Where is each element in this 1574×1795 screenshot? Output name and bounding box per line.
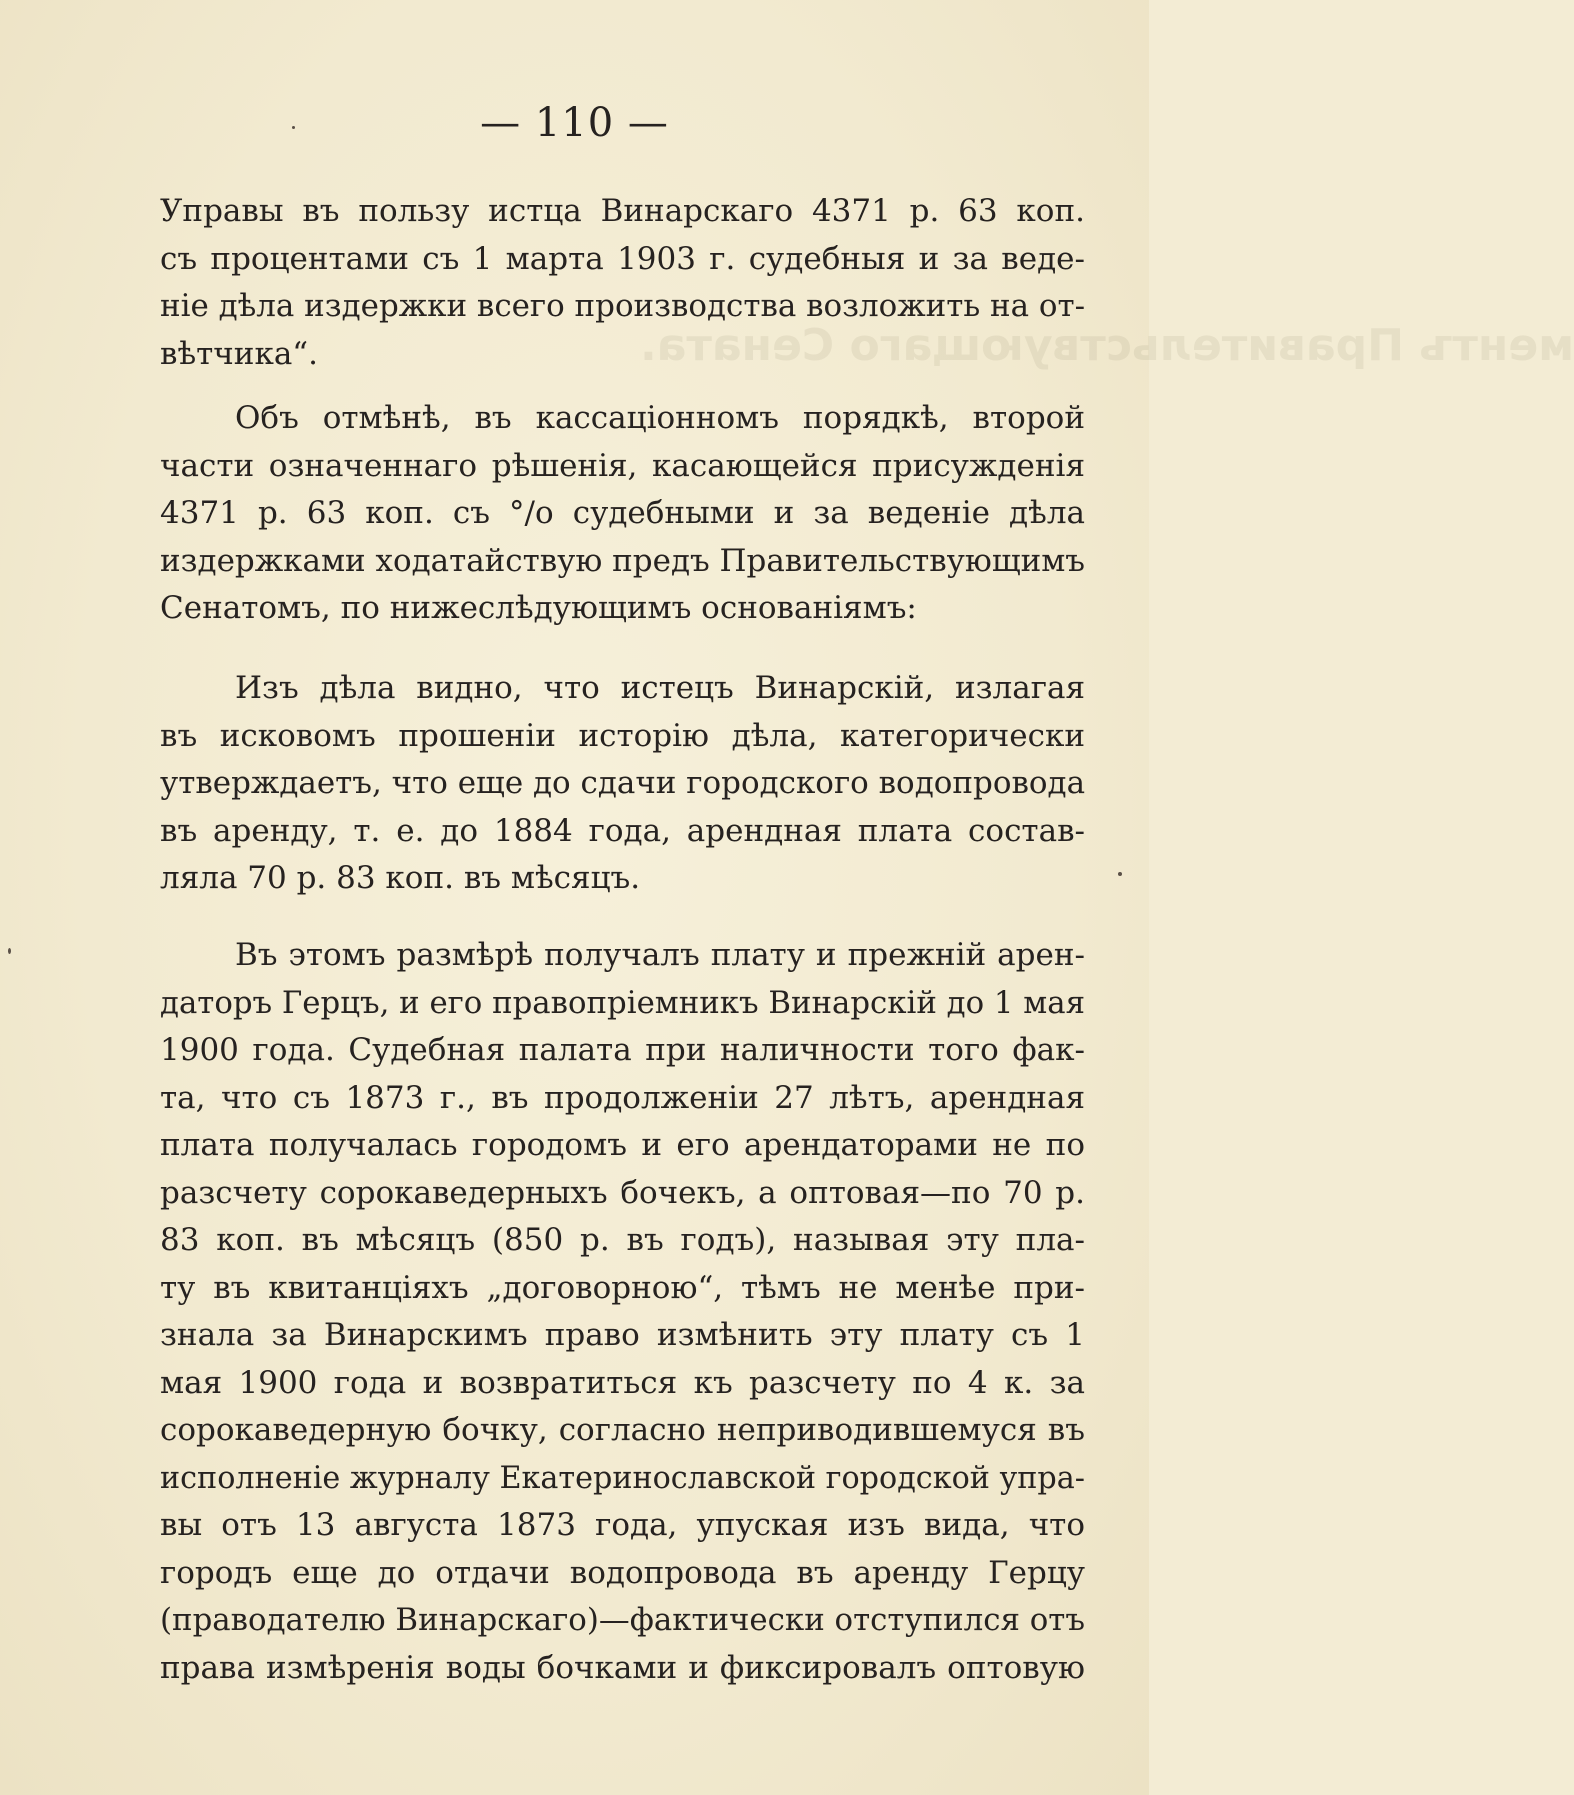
text-line: вѣтчика“. [160, 335, 319, 372]
text-line: та, что съ 1873 г., въ продолженiи 27 лѣтъ, арендная [160, 1079, 1085, 1116]
page-number: — 110 — [480, 100, 669, 146]
text-line: ту въ квитанцiяхъ „договорною“, тѣмъ не менѣе при- [160, 1269, 1085, 1306]
text-line: сорокаведерную бочку, согласно неприводившемуся въ [160, 1412, 1085, 1448]
text-line: разсчету сорокаведерныхъ бочекъ, а оптовая—по 70 р. [160, 1174, 1085, 1211]
bleed-through-heading: ментъ Правительствующаго Сената. [640, 320, 1574, 371]
text-line: вы отъ 13 августа 1873 года, упуская изъ вида, что [160, 1507, 1085, 1543]
ink-speck [8, 948, 11, 954]
text-line: Изъ дѣла видно, что истецъ Винарскiй, излагая [235, 670, 1085, 706]
ink-speck [292, 126, 295, 129]
text-line: Объ отмѣнѣ, въ кассацiонномъ порядкѣ, второй [235, 400, 1085, 436]
text-line: 4371 р. 63 коп. съ °/o судебными и за веденiе дѣла [160, 495, 1085, 531]
text-line: нiе дѣла издержки всего производства возложить на от- [160, 288, 1086, 324]
text-line: знала за Винарскимъ право измѣнить эту плату съ 1 [160, 1317, 1085, 1353]
text-line: городъ еще до отдачи водопровода въ аренду Герцу [160, 1554, 1085, 1591]
text-line: (праводателю Винарскаго)—фактически отступился отъ [160, 1602, 1085, 1638]
paragraph-1 [160, 188, 1085, 378]
text-line: въ аренду, т. е. до 1884 года, арендная плата состав- [160, 812, 1085, 849]
paragraph-3 [160, 665, 1085, 903]
paragraph-4 [160, 932, 1085, 1692]
text-line: утверждаетъ, что еще до сдачи городского водопровода [160, 765, 1086, 801]
text-line: права измѣренiя воды бочками и фиксировалъ оптовую [160, 1649, 1085, 1686]
text-line: части означеннаго рѣшенiя, касающейся присужденiя [160, 447, 1085, 484]
text-line: ляла 70 р. 83 коп. въ мѣсяцъ. [160, 860, 641, 896]
text-line: плата получалась городомъ и его арендаторами не по [160, 1127, 1085, 1163]
paragraph-2 [160, 395, 1085, 633]
text-line: исполненiе журналу Екатеринославской городской упра- [160, 1459, 1085, 1496]
text-line: мая 1900 года и возвратиться къ разсчету по 4 к. за [160, 1364, 1085, 1401]
text-line: даторъ Герцъ, и его правопрiемникъ Винарскiй до 1 мая [160, 984, 1085, 1021]
text-line: Сенатомъ, по нижеслѣдующимъ основанiямъ: [160, 590, 917, 626]
text-line: Управы въ пользу истца Винарскаго 4371 р. 63 коп. [160, 193, 1085, 229]
text-line: 83 коп. въ мѣсяцъ (850 р. въ годъ), называя эту пла- [160, 1222, 1085, 1258]
text-line: издержками ходатайствую предъ Правительствующимъ [160, 542, 1086, 579]
text-line: 1900 года. Судебная палата при наличности того фак- [160, 1032, 1085, 1068]
text-line: Въ этомъ размѣрѣ получалъ плату и прежнiй арен- [235, 937, 1085, 973]
text-line: въ исковомъ прошенiи исторiю дѣла, категорически [160, 717, 1085, 754]
text-line: съ процентами съ 1 марта 1903 г. судебныя и за веде- [160, 240, 1085, 277]
ink-speck [1118, 872, 1122, 876]
